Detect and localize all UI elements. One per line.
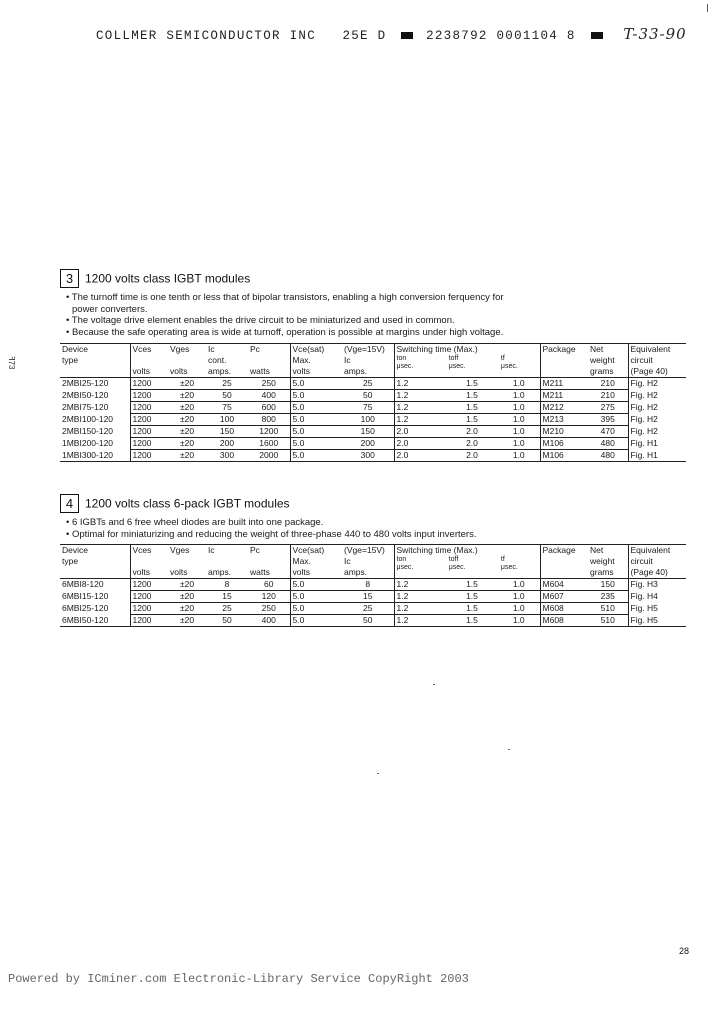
table-cell: 200 [342,438,394,450]
table-cell: Fig. H2 [628,390,686,402]
table-cell: 300 [342,450,394,462]
document-header [96,25,687,43]
table-header-row [60,545,686,579]
table-cell: ±20 [168,390,206,402]
table-cell: 1200 [130,426,168,438]
table-cell: 50 [342,615,394,627]
header-vge-condition: (Vge=15V) Ic amps. [342,545,394,579]
table-cell: 2MBI25-120 [62,378,109,388]
table-cell: 5.0 [290,402,342,414]
table-cell: 5.0 [290,591,342,603]
table-cell: Fig. H1 [628,438,686,450]
table-cell: 1.0 [498,615,540,627]
section-4-heading [60,494,290,513]
table-cell: 150 [206,426,248,438]
table-cell: ±20 [168,603,206,615]
table-cell: 25 [342,378,394,390]
header-ic: Ic amps. [206,545,248,579]
table-cell: 2MBI75-120 [62,401,109,412]
table-cell: 235 [588,591,628,603]
table-cell: 2MBI50-120 [62,389,109,400]
table-cell: 1200 [248,426,290,438]
table-cell: 1.2 [394,378,446,390]
header-vce-sat: Vce(sat) Max. volts [290,344,342,378]
handwritten-annotation: T-33-90 [623,25,687,43]
header-vges: Vges volts [168,545,206,579]
table-cell: Fig. H5 [628,603,686,615]
scan-speck [508,749,510,750]
table-cell: 1.0 [498,603,540,615]
table-cell: 1200 [130,378,168,390]
table-cell: 120 [248,591,290,603]
table-cell: 25 [342,603,394,615]
table-cell: 250 [248,378,290,390]
section-3-spec-table [60,343,686,462]
section-title: 1200 volts class IGBT modules [85,271,251,286]
section-3-bullets [66,292,504,338]
table-cell: 1.0 [498,591,540,603]
table-cell: 1200 [130,438,168,450]
table-cell: M212 [540,402,588,414]
table-cell: 5.0 [290,414,342,426]
table-cell: 1.0 [498,390,540,402]
table-cell: 2MBI150-120 [62,425,114,436]
table-cell: M607 [540,591,588,603]
table-cell: 600 [248,402,290,414]
table-cell: M604 [540,579,588,591]
table-cell: 5.0 [290,426,342,438]
bullet-item: • The voltage drive element enables the drive circuit to be miniaturized and used in common. [66,315,455,326]
table-cell: 15 [342,591,394,603]
table-cell: 5.0 [290,603,342,615]
table-cell: 400 [248,390,290,402]
table-cell: 510 [588,615,628,627]
table-cell: 1.2 [394,591,446,603]
table-cell: 1.0 [498,450,540,462]
table-cell: 50 [206,390,248,402]
scan-speck [433,684,435,685]
table-cell: 60 [248,579,290,591]
company-name: COLLMER SEMICONDUCTOR INC [96,29,317,43]
table-cell: 1.2 [394,414,446,426]
barcode-block-mark [591,32,603,39]
scan-tick-mark [707,4,708,12]
table-cell: 2000 [248,450,290,462]
table-cell: 1.0 [498,402,540,414]
table-cell: 1.0 [498,438,540,450]
table-cell: 15 [206,591,248,603]
table-row [60,450,686,462]
table-cell: Fig. H1 [628,450,686,462]
table-cell: 1.5 [446,603,498,615]
table-cell: 1.5 [446,402,498,414]
bullet-item: power converters. [72,303,148,315]
section-number-box: 4 [60,494,79,513]
table-cell: 210 [588,390,628,402]
table-cell: M608 [540,615,588,627]
header-switching-time: Switching time (Max.) ton μsec. toff μsec. tf μsec. [394,344,540,378]
section-3-heading [60,269,250,288]
table-row [60,603,686,615]
header-tf: tf μsec. [500,355,518,370]
table-cell: 5.0 [290,450,342,462]
table-cell: 5.0 [290,615,342,627]
table-cell: M608 [540,603,588,615]
table-cell: 50 [342,390,394,402]
table-cell: 5.0 [290,390,342,402]
table-cell: 1.0 [498,378,540,390]
header-circuit: Equivalent circuit (Page 40) [628,344,686,378]
table-row [60,414,686,426]
bullet-item: • 6 IGBTs and 6 free wheel diodes are built into one package. [66,517,324,528]
bullet-item: • Because the safe operating area is wide at turnoff, operation is possible at margins under high voltage. [66,326,504,338]
table-cell: 75 [206,402,248,414]
header-pc: Pc watts [248,545,290,579]
table-cell: 1.2 [394,390,446,402]
scan-speck [377,773,379,774]
table-cell: 8 [342,579,394,591]
table-cell: 6MBI15-120 [62,590,109,601]
table-cell: 6MBI8-120 [62,579,104,589]
table-cell: M106 [540,450,588,462]
header-circuit: Equivalent circuit (Page 40) [628,545,686,579]
table-cell: Fig. H5 [628,615,686,627]
header-code: 25E D [342,29,387,43]
bullet-item: • The turnoff time is one tenth or less that of bipolar transistors, enabling a high conversion ferquency for [66,292,504,303]
table-cell: Fig. H2 [628,378,686,390]
table-cell: M213 [540,414,588,426]
table-cell: 1.2 [394,603,446,615]
table-cell: 25 [206,378,248,390]
table-cell: 25 [206,603,248,615]
table-cell: 395 [588,414,628,426]
table-header-row [60,344,686,378]
barcode-block-mark [401,32,413,39]
table-cell: 100 [342,414,394,426]
header-switching-time: Switching time (Max.) ton μsec. toff μsec. tf μsec. [394,545,540,579]
header-toff: toff μsec. [448,355,466,370]
table-row [60,378,686,390]
table-cell: 2.0 [394,426,446,438]
table-cell: M211 [540,390,588,402]
table-cell: M211 [540,378,588,390]
header-vge-condition: (Vge=15V) Ic amps. [342,344,394,378]
table-cell: 1200 [130,402,168,414]
table-cell: 1200 [130,603,168,615]
table-cell: 2.0 [394,438,446,450]
table-row [60,438,686,450]
table-cell: 2.0 [446,450,498,462]
header-vces: Vces volts [130,545,168,579]
section-title: 1200 volts class 6-pack IGBT modules [85,496,290,511]
table-cell: 1.2 [394,579,446,591]
table-cell: 1.5 [446,579,498,591]
table-cell: 1.5 [446,414,498,426]
footer-watermark: Powered by ICminer.com Electronic-Library Service CopyRight 2003 [8,972,469,986]
header-tf: tf μsec. [500,556,518,571]
table-cell: ±20 [168,402,206,414]
table-cell: 275 [588,402,628,414]
header-package: Package [540,344,588,378]
table-cell: ±20 [168,414,206,426]
table-cell: 480 [588,438,628,450]
table-cell: 1200 [130,450,168,462]
header-vce-sat: Vce(sat) Max. volts [290,545,342,579]
page-number: 28 [679,946,690,956]
table-cell: 1200 [130,414,168,426]
header-ton: ton μsec. [396,355,414,370]
header-serial: 2238792 0001104 8 [426,29,576,43]
table-cell: 1.0 [498,414,540,426]
table-cell: 200 [206,438,248,450]
table-cell: 1.2 [394,402,446,414]
table-cell: 1.5 [446,591,498,603]
table-row [60,615,686,627]
table-cell: 6MBI50-120 [60,615,130,627]
table-cell: 2.0 [446,438,498,450]
header-pc: Pc watts [248,344,290,378]
table-cell: 1200 [130,615,168,627]
table-cell: 2.0 [446,426,498,438]
header-vces: Vces volts [130,344,168,378]
table-row [60,591,686,603]
table-cell: ±20 [168,591,206,603]
table-cell: ±20 [168,426,206,438]
table-cell: ±20 [168,438,206,450]
table-cell: ±20 [168,450,206,462]
header-weight: Net weight grams [588,344,628,378]
table-cell: 5.0 [290,378,342,390]
bullet-item: • Optimal for miniaturizing and reducing the weight of three-phase 440 to 480 volts input inverters. [66,528,477,540]
table-cell: 2.0 [394,450,446,462]
side-annotation: ꟻ73 [7,356,16,370]
section-4-bullets [66,517,476,540]
table-cell: 1200 [130,591,168,603]
table-cell: 300 [206,450,248,462]
table-cell: 1.5 [446,615,498,627]
table-cell: Fig. H2 [628,426,686,438]
table-cell: 8 [206,579,248,591]
table-cell: 1.5 [446,378,498,390]
table-row [60,402,686,414]
section-number-box: 3 [60,269,79,288]
table-cell: 5.0 [290,438,342,450]
table-cell: 5.0 [290,579,342,591]
table-cell: 1.2 [394,615,446,627]
header-device: Device type [60,545,130,579]
table-cell: 150 [588,579,628,591]
table-cell: 2MBI100-120 [62,413,114,424]
table-cell: 800 [248,414,290,426]
table-cell: 1.0 [498,426,540,438]
header-weight: Net weight grams [588,545,628,579]
table-cell: 400 [248,615,290,627]
table-cell: Fig. H2 [628,414,686,426]
header-ic: Ic cont. amps. [206,344,248,378]
header-toff: toff μsec. [448,556,466,571]
table-cell: 210 [588,378,628,390]
table-cell: Fig. H4 [628,591,686,603]
table-cell: M106 [540,438,588,450]
table-cell: 100 [206,414,248,426]
table-cell: ±20 [168,579,206,591]
table-cell: ±20 [168,615,206,627]
table-cell: 1200 [130,579,168,591]
table-cell: 250 [248,603,290,615]
table-cell: 470 [588,426,628,438]
table-cell: Fig. H2 [628,402,686,414]
table-cell: Fig. H3 [628,579,686,591]
table-cell: ±20 [168,378,206,390]
table-cell: 1.0 [498,579,540,591]
table-row [60,426,686,438]
table-row [60,390,686,402]
header-device: Device type [60,344,130,378]
header-ton: ton μsec. [396,556,414,571]
table-row [60,579,686,591]
table-cell: M210 [540,426,588,438]
table-cell: 6MBI25-120 [62,602,109,613]
table-cell: 1600 [248,438,290,450]
section-4-spec-table [60,544,686,627]
table-cell: 150 [342,426,394,438]
table-cell: 75 [342,402,394,414]
table-cell: 510 [588,603,628,615]
header-vges: Vges volts [168,344,206,378]
table-cell: 1200 [130,390,168,402]
header-package: Package [540,545,588,579]
table-cell: 480 [588,450,628,462]
table-cell: 50 [206,615,248,627]
table-cell: 1.5 [446,390,498,402]
table-cell: 1MBI200-120 [62,437,114,448]
table-cell: 1MBI300-120 [60,450,130,462]
